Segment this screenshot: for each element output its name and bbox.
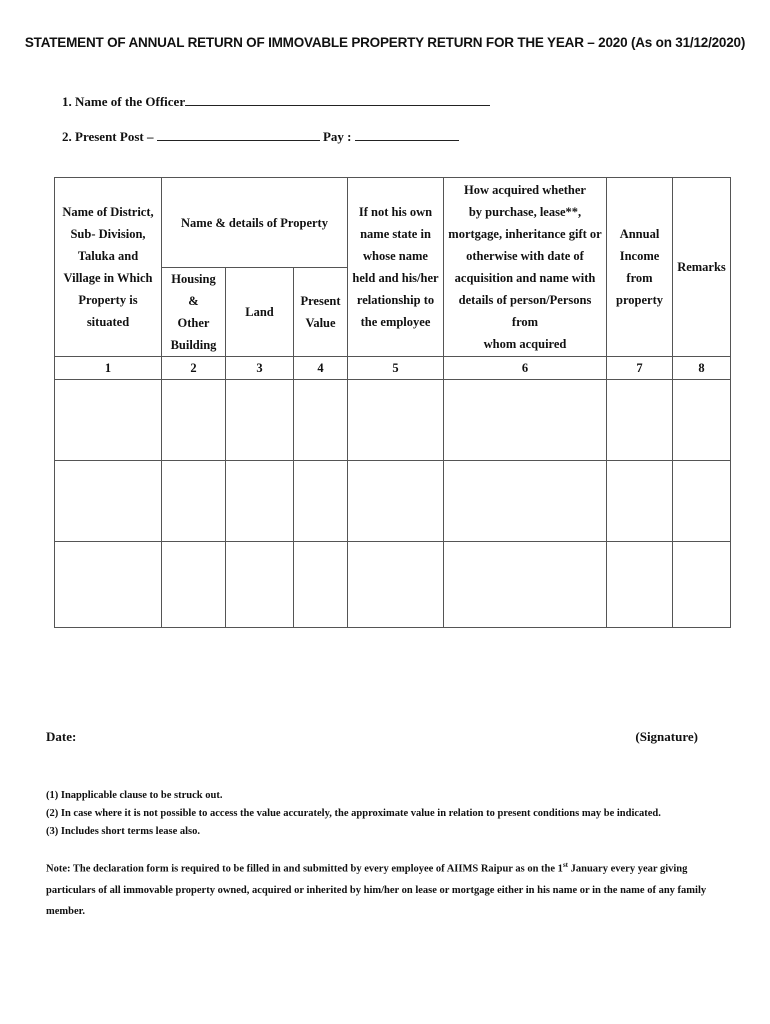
table-cell[interactable]: [444, 380, 607, 461]
header-property-details: Name & details of Property: [162, 178, 348, 268]
header-row-1: [55, 178, 731, 268]
table-cell[interactable]: [294, 542, 348, 628]
footnote: (3) Includes short terms lease also.: [46, 826, 200, 837]
table-cell[interactable]: [226, 542, 294, 628]
pay-label: Pay :: [322, 129, 352, 144]
table-cell[interactable]: [162, 542, 226, 628]
col-number: 3: [226, 357, 294, 380]
table-cell[interactable]: [55, 380, 162, 461]
footnote: (1) Inapplicable clause to be struck out.: [46, 790, 223, 801]
header-present-value: Present Value: [294, 268, 348, 357]
table-cell[interactable]: [55, 542, 162, 628]
header-annual-income: Annual Income from property: [607, 178, 673, 357]
table-cell[interactable]: [444, 461, 607, 542]
col-number: 2: [162, 357, 226, 380]
officer-name-label: 1. Name of the Officer: [62, 94, 186, 109]
table-cell[interactable]: [607, 461, 673, 542]
table-cell[interactable]: [348, 542, 444, 628]
table-cell[interactable]: [348, 461, 444, 542]
table-cell[interactable]: [294, 380, 348, 461]
table-cell[interactable]: [673, 380, 731, 461]
footnote: (2) In case where it is not possible to access the value accurately, the approximate value in relation to present conditions may be indicated.: [46, 808, 661, 819]
header-land: Land: [226, 268, 294, 357]
table-row: [55, 461, 731, 542]
header-housing: Housing & Other Building: [162, 268, 226, 357]
officer-name-field: [62, 93, 490, 110]
table-cell[interactable]: [348, 380, 444, 461]
date-label: Date:: [46, 729, 77, 744]
table-row: [55, 380, 731, 461]
pay-input[interactable]: [355, 128, 459, 141]
property-table: [54, 177, 731, 628]
table-cell[interactable]: [444, 542, 607, 628]
table-cell[interactable]: [226, 461, 294, 542]
header-remarks: Remarks: [673, 178, 731, 357]
col-number: 8: [673, 357, 731, 380]
table-cell[interactable]: [673, 542, 731, 628]
col-number: 6: [444, 357, 607, 380]
table-cell[interactable]: [162, 461, 226, 542]
table-cell[interactable]: [607, 380, 673, 461]
declaration-note: Note: The declaration form is required to be filled in and submitted by every employee of AIIMS Raipur as on the 1st January every year giving particulars of all immovable property owned, acquired or inherited by him/her on lease or mortgage either in his name or in the name of any family member.: [46, 861, 707, 917]
col-number: 5: [348, 357, 444, 380]
present-post-input[interactable]: [157, 128, 320, 141]
col-number: 1: [55, 357, 162, 380]
header-not-own-name: If not his own name state in whose name held and his/her relationship to the employee: [348, 178, 444, 357]
present-post-field: [62, 128, 459, 145]
table-row: [55, 542, 731, 628]
col-number: 4: [294, 357, 348, 380]
table-cell[interactable]: [226, 380, 294, 461]
footnotes: [46, 787, 736, 841]
column-number-row: [55, 357, 731, 380]
officer-name-input[interactable]: [185, 93, 490, 106]
table-cell[interactable]: [607, 542, 673, 628]
signature-label: (Signature): [635, 729, 698, 744]
header-district: Name of District, Sub- Division, Taluka and Village in Which Property is situated: [55, 178, 162, 357]
table-cell[interactable]: [294, 461, 348, 542]
table-cell[interactable]: [162, 380, 226, 461]
form-title: STATEMENT OF ANNUAL RETURN OF IMMOVABLE PROPERTY RETURN FOR THE YEAR – 2020 (As on 31/12/2020): [24, 35, 746, 50]
col-number: 7: [607, 357, 673, 380]
table-cell[interactable]: [673, 461, 731, 542]
header-how-acquired: How acquired whether by purchase, lease**, mortgage, inheritance gift or otherwise with date of acquisition and name with details of person/Persons from whom acquired: [444, 178, 607, 357]
present-post-label: 2. Present Post –: [62, 129, 154, 144]
table-cell[interactable]: [55, 461, 162, 542]
